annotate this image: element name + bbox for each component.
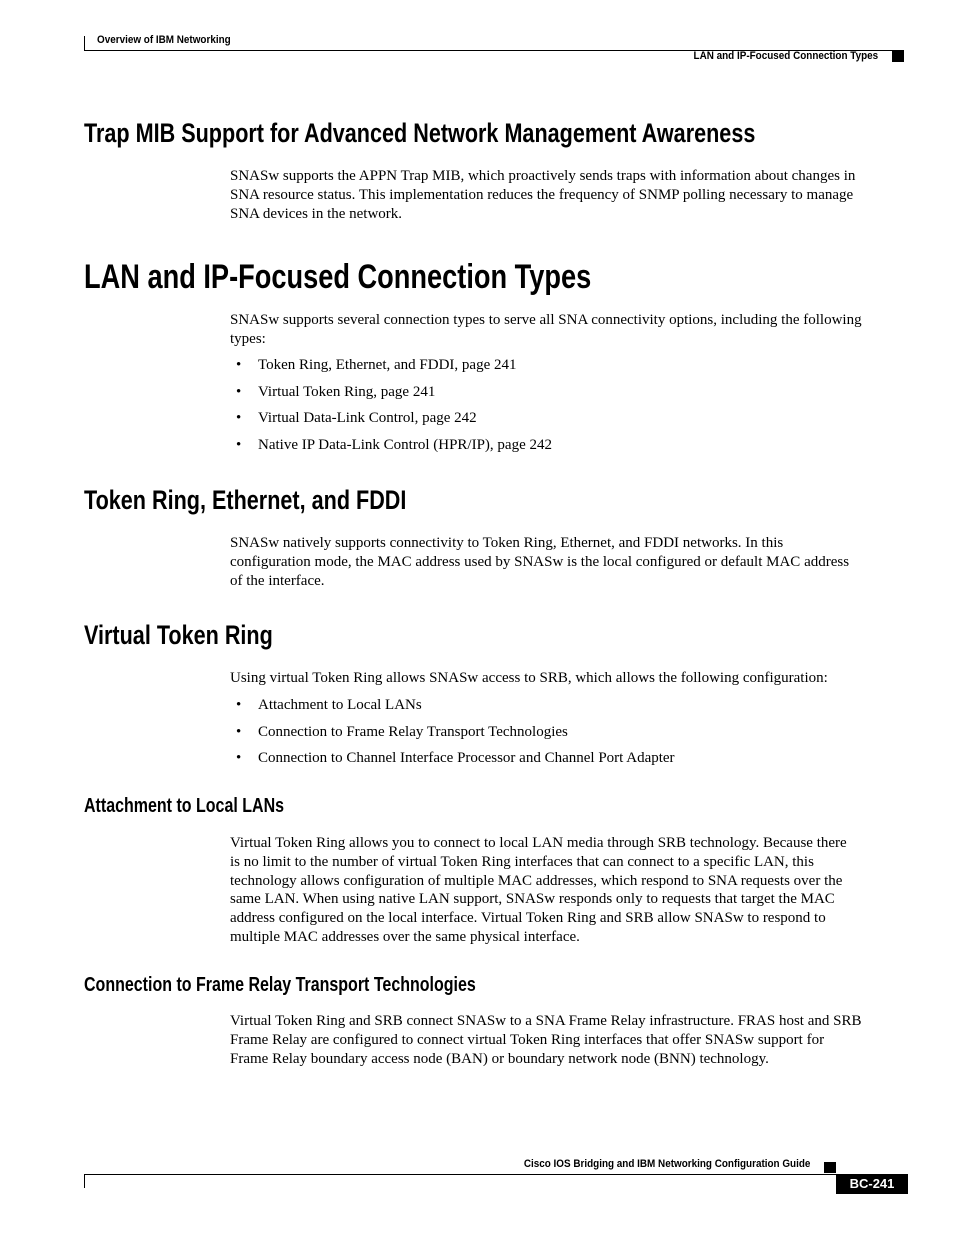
paragraph-lan-intro: SNASw supports several connection types to serve all SNA connectivity options, including the following types: (230, 312, 862, 347)
footer-guide-title: Cisco IOS Bridging and IBM Networking Configuration Guide (523, 1158, 810, 1170)
heading-attachment-local-lans: Attachment to Local LANs (84, 795, 285, 817)
paragraph-frame-relay-transport: Virtual Token Ring and SRB connect SNASw to a SNA Frame Relay infrastructure. FRAS host and SRB Frame Relay are configured to connect virtual Token Ring interfaces that offer SNASw support for Frame Relay boundary access node (BAN) or boundary network node (BNN) technology. (230, 1013, 862, 1067)
list-item: • Virtual Data-Link Control, page 242 (236, 410, 477, 426)
list-item: • Virtual Token Ring, page 241 (236, 383, 436, 400)
list-item: • Token Ring, Ethernet, and FDDI, page 241 (236, 357, 517, 373)
list-connection-types (230, 356, 552, 462)
paragraph-virtual-token-ring: Using virtual Token Ring allows SNASw access to SRB, which allows the following configuration: (230, 670, 828, 686)
header-marker-block (892, 51, 904, 62)
footer-left-tick (84, 1174, 85, 1188)
heading-frame-relay-transport: Connection to Frame Relay Transport Technologies (84, 974, 476, 996)
list-item: • Native IP Data-Link Control (HPR/IP), page 242 (236, 436, 552, 453)
heading-virtual-token-ring: Virtual Token Ring (84, 620, 273, 650)
footer-marker-block (824, 1162, 836, 1173)
footer-rule (84, 1174, 836, 1175)
heading-trap-mib: Trap MIB Support for Advanced Network Management Awareness (84, 118, 756, 148)
paragraph-token-ring: SNASw natively supports connectivity to Token Ring, Ethernet, and FDDI networks. In this configuration mode, the MAC address used by SNASw is the local configured or default MAC address of the interface. (230, 535, 850, 589)
list-virtual-token-ring-configs (230, 696, 675, 776)
list-item: • Attachment to Local LANs (236, 697, 422, 713)
list-item: • Connection to Channel Interface Processor and Channel Port Adapter (236, 750, 675, 766)
header-left-tick (84, 36, 85, 51)
heading-token-ring-ethernet-fddi: Token Ring, Ethernet, and FDDI (84, 485, 407, 515)
footer-page-number: BC-241 (836, 1174, 908, 1194)
heading-lan-ip-connection-types: LAN and IP-Focused Connection Types (84, 258, 592, 296)
header-section: LAN and IP-Focused Connection Types (693, 50, 878, 62)
paragraph-attachment-local-lans: Virtual Token Ring allows you to connect to local LAN media through SRB technology. Because there is no limit to the number of virtual Token Ring interfaces that can connect to a specific LAN, this technology allows configuration of multiple MAC addresses, which respond to SNA requests over the same LAN. When using native LAN support, SNASw responds only to requests that target the MAC address configured on the local interface. Virtual Token Ring and SRB allow SNASw to respond to multiple MAC addresses over the same physical interface. (230, 835, 847, 945)
list-item: • Connection to Frame Relay Transport Technologies (236, 723, 568, 740)
header-chapter: Overview of IBM Networking (97, 34, 231, 46)
paragraph-trap-mib: SNASw supports the APPN Trap MIB, which proactively sends traps with information about changes in SNA resource status. This implementation reduces the frequency of SNMP polling necessary to manage SNA devices in the network. (230, 168, 856, 222)
